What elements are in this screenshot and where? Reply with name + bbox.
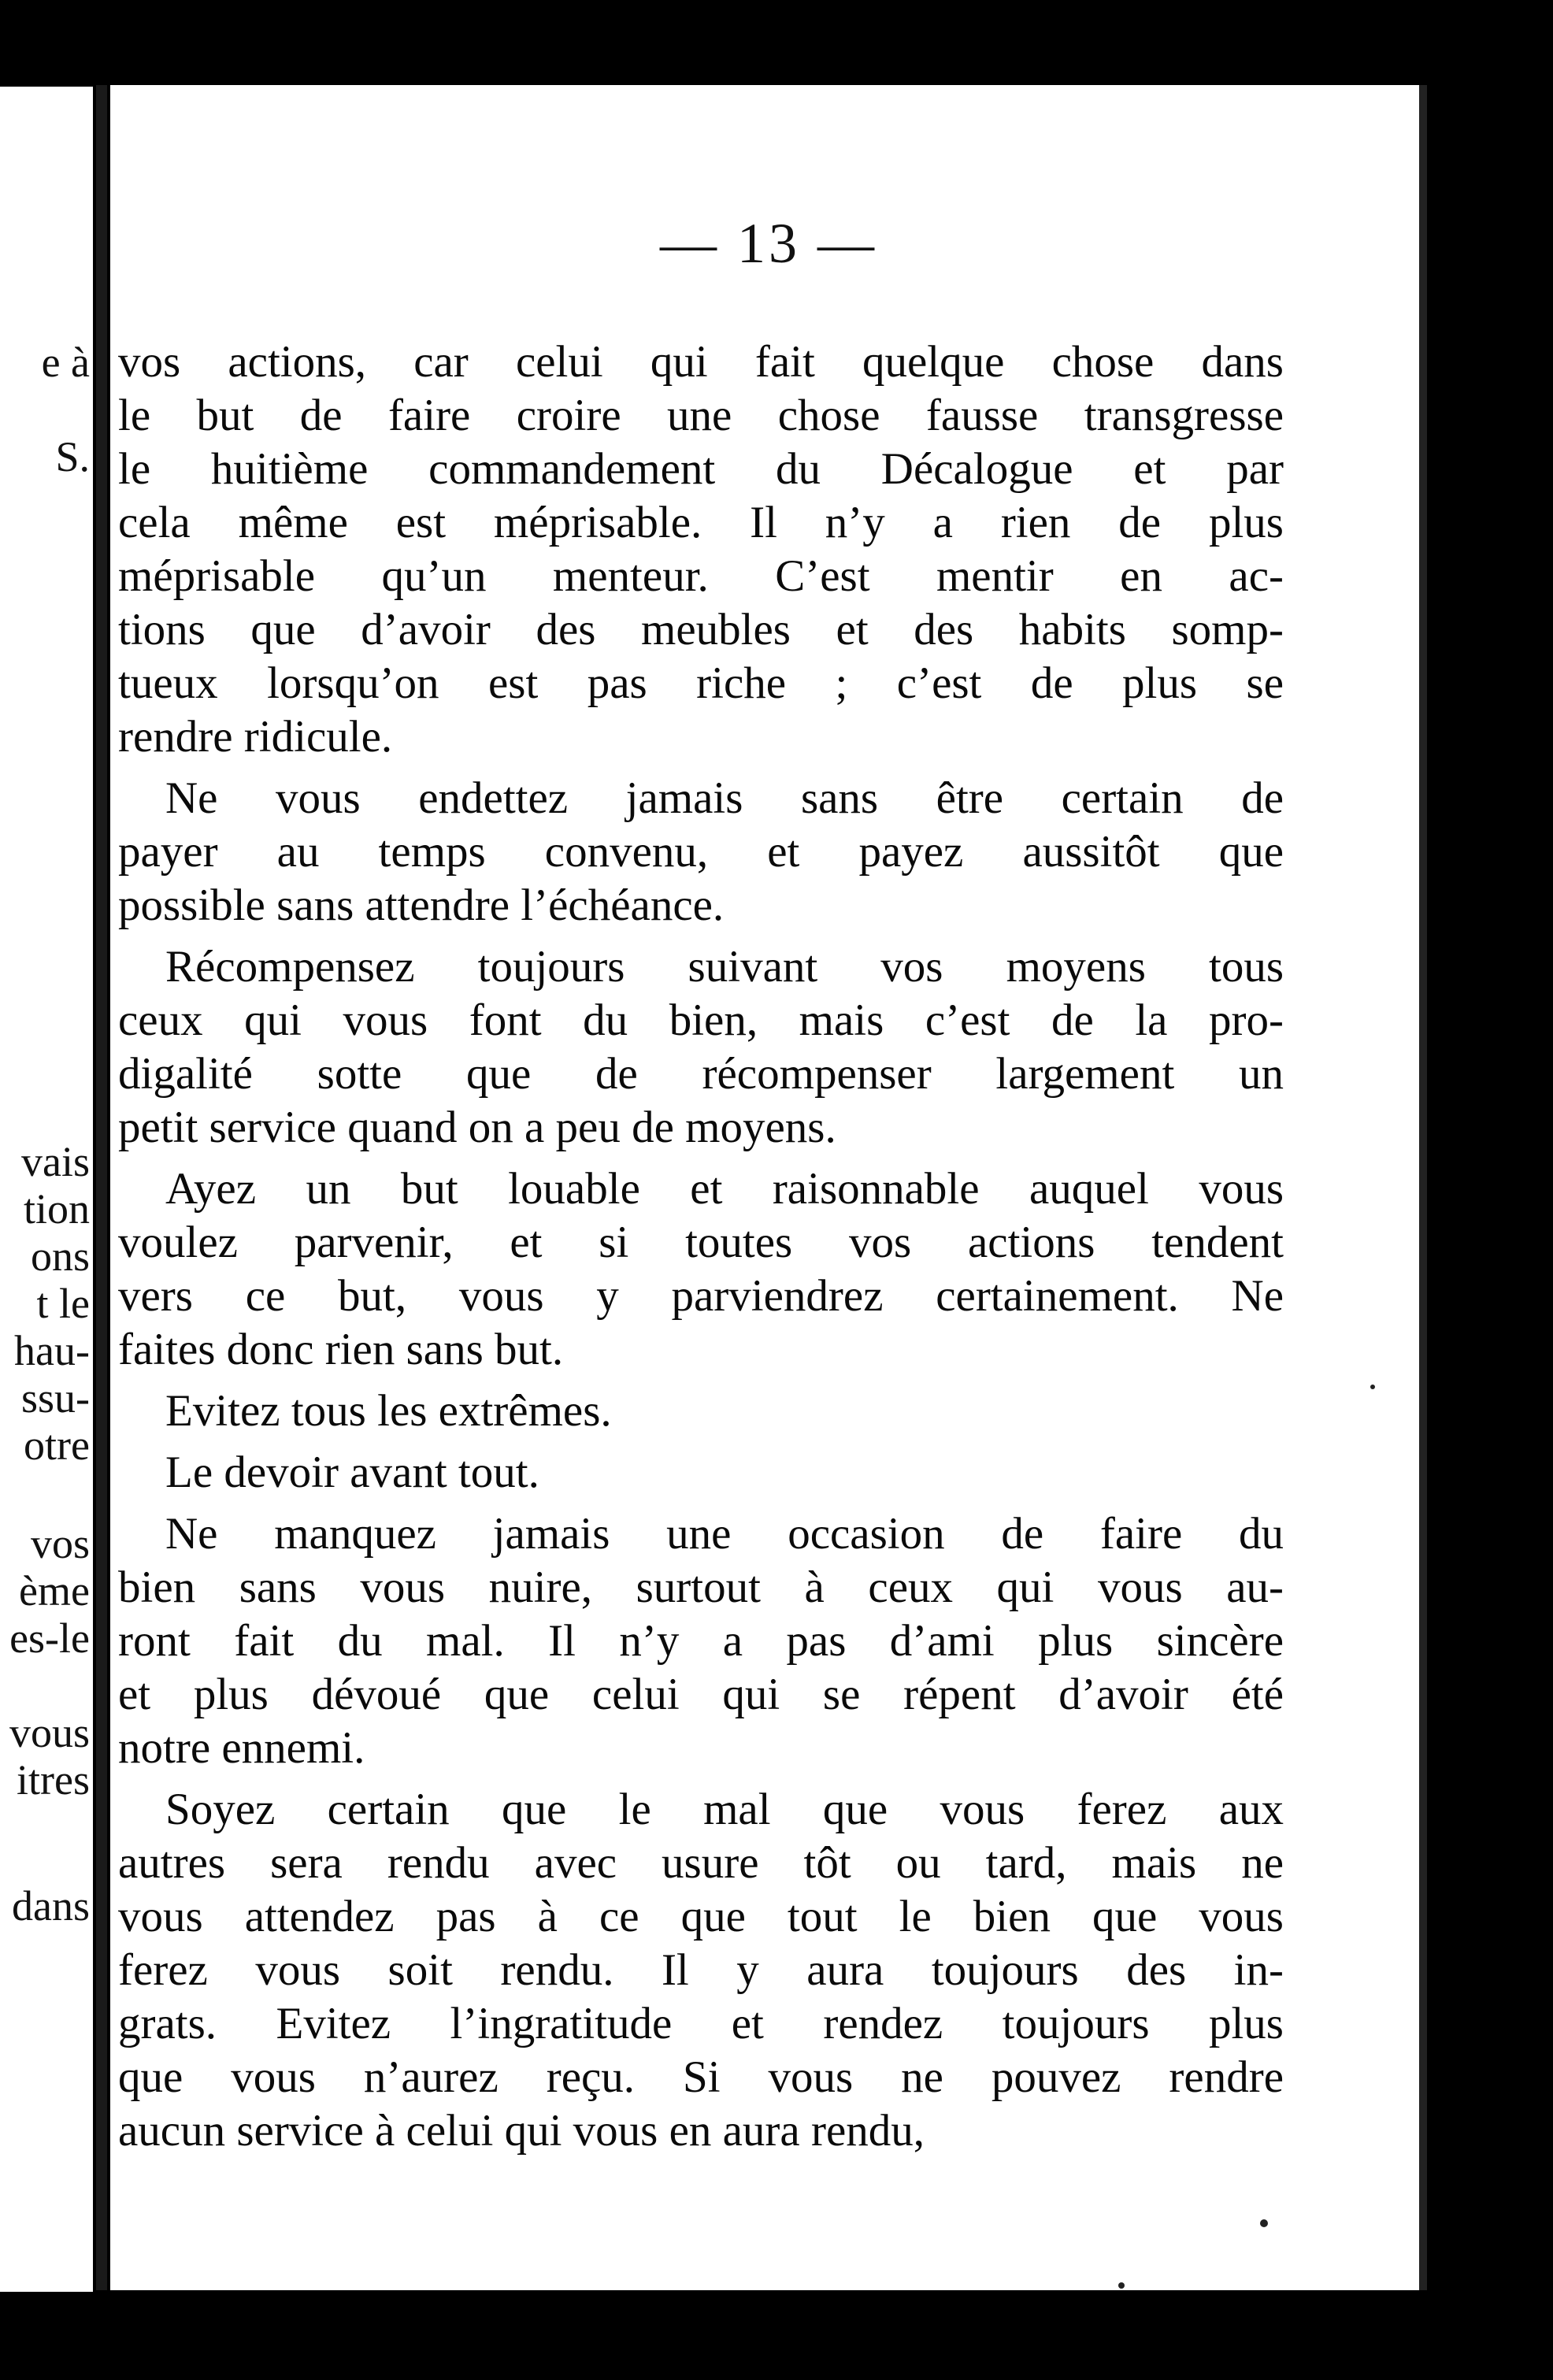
text-line: Evitez tous les extrêmes. xyxy=(165,1386,612,1436)
text-line: le huitième commandement du Décalogue et par xyxy=(118,444,1284,494)
print-speck xyxy=(1260,2219,1268,2227)
text-line: digalité sotte que de récompenser largement un xyxy=(118,1049,1284,1099)
print-speck xyxy=(1370,1385,1375,1389)
text-line: méprisable qu’un menteur. C’est mentir en ac- xyxy=(118,551,1284,601)
facing-page-fragment: es-le xyxy=(9,1614,90,1662)
facing-page-fragment: otre xyxy=(24,1422,90,1469)
print-speck xyxy=(1118,2282,1125,2289)
text-line: que vous n’aurez reçu. Si vous ne pouvez rendre xyxy=(118,2052,1284,2102)
facing-page-fragment: t le xyxy=(36,1280,90,1327)
text-line: aucun service à celui qui vous en aura rendu, xyxy=(118,2106,925,2156)
page-number: — 13 — xyxy=(660,212,877,275)
facing-page-fragment: hau- xyxy=(14,1327,90,1374)
text-line: rendre ridicule. xyxy=(118,712,393,762)
text-line: Récompensez toujours suivant vos moyens tous xyxy=(165,942,1284,992)
page-gutter xyxy=(96,85,107,2290)
facing-page-fragment: e à xyxy=(41,339,90,386)
text-line: Le devoir avant tout. xyxy=(165,1448,539,1497)
paragraph xyxy=(118,1385,1284,1438)
facing-page-fragment: vais xyxy=(21,1138,90,1185)
text-line: le but de faire croire une chose fausse transgresse xyxy=(118,391,1284,440)
text-line: payer au temps convenu, et payez aussitôt que xyxy=(118,827,1284,877)
text-line: notre ennemi. xyxy=(118,1723,365,1773)
text-line: vers ce but, vous y parviendrez certainement. Ne xyxy=(118,1271,1284,1321)
text-line: Ne vous endettez jamais sans être certain de xyxy=(165,773,1284,823)
paragraph xyxy=(118,940,1284,1155)
facing-page-fragment: dans xyxy=(12,1882,90,1930)
text-line: tueux lorsqu’on est pas riche ; c’est de plus se xyxy=(118,658,1284,708)
text-line: possible sans attendre l’échéance. xyxy=(118,880,725,930)
facing-page-edge xyxy=(0,87,93,2292)
facing-page-fragment: ème xyxy=(19,1567,90,1614)
paragraph xyxy=(118,1162,1284,1377)
paragraph xyxy=(118,1783,1284,2158)
page-body-text xyxy=(118,335,1284,2166)
facing-page-fragment: vous xyxy=(9,1709,90,1756)
paragraph xyxy=(118,1507,1284,1775)
facing-page-fragment: vos xyxy=(30,1520,90,1567)
text-line: petit service quand on a peu de moyens. xyxy=(118,1103,836,1152)
paragraph xyxy=(118,1446,1284,1500)
text-line: Ne manquez jamais une occasion de faire du xyxy=(165,1509,1284,1559)
text-line: vos actions, car celui qui fait quelque chose dans xyxy=(118,337,1284,387)
text-line: bien sans vous nuire, surtout à ceux qui vous au- xyxy=(118,1563,1284,1612)
text-line: Soyez certain que le mal que vous ferez aux xyxy=(165,1785,1284,1834)
paragraph xyxy=(118,772,1284,932)
text-line: ferez vous soit rendu. Il y aura toujours des in- xyxy=(118,1945,1284,1995)
facing-page-fragment: S. xyxy=(55,433,90,480)
paragraph xyxy=(118,335,1284,764)
text-line: vous attendez pas à ce que tout le bien que vous xyxy=(118,1892,1284,1941)
facing-page-fragment: itres xyxy=(17,1756,90,1804)
text-line: voulez parvenir, et si toutes vos actions tendent xyxy=(118,1218,1284,1267)
text-line: cela même est méprisable. Il n’y a rien de plus xyxy=(118,498,1284,547)
text-line: grats. Evitez l’ingratitude et rendez toujours plus xyxy=(118,1999,1284,2048)
text-line: Ayez un but louable et raisonnable auquel vous xyxy=(165,1164,1284,1214)
text-line: ront fait du mal. Il n’y a pas d’ami plus sincère xyxy=(118,1616,1284,1666)
text-line: autres sera rendu avec usure tôt ou tard, mais ne xyxy=(118,1838,1284,1888)
text-line: et plus dévoué que celui qui se répent d’avoir été xyxy=(118,1670,1284,1719)
book-page xyxy=(110,85,1427,2290)
facing-page-fragment: tion xyxy=(23,1185,90,1233)
text-line: faites donc rien sans but. xyxy=(118,1325,564,1374)
facing-page-fragment: ssu- xyxy=(20,1374,90,1422)
facing-page-fragment: ons xyxy=(30,1233,90,1280)
text-line: tions que d’avoir des meubles et des habits somp- xyxy=(118,605,1284,654)
text-line: ceux qui vous font du bien, mais c’est de la pro- xyxy=(118,995,1284,1045)
